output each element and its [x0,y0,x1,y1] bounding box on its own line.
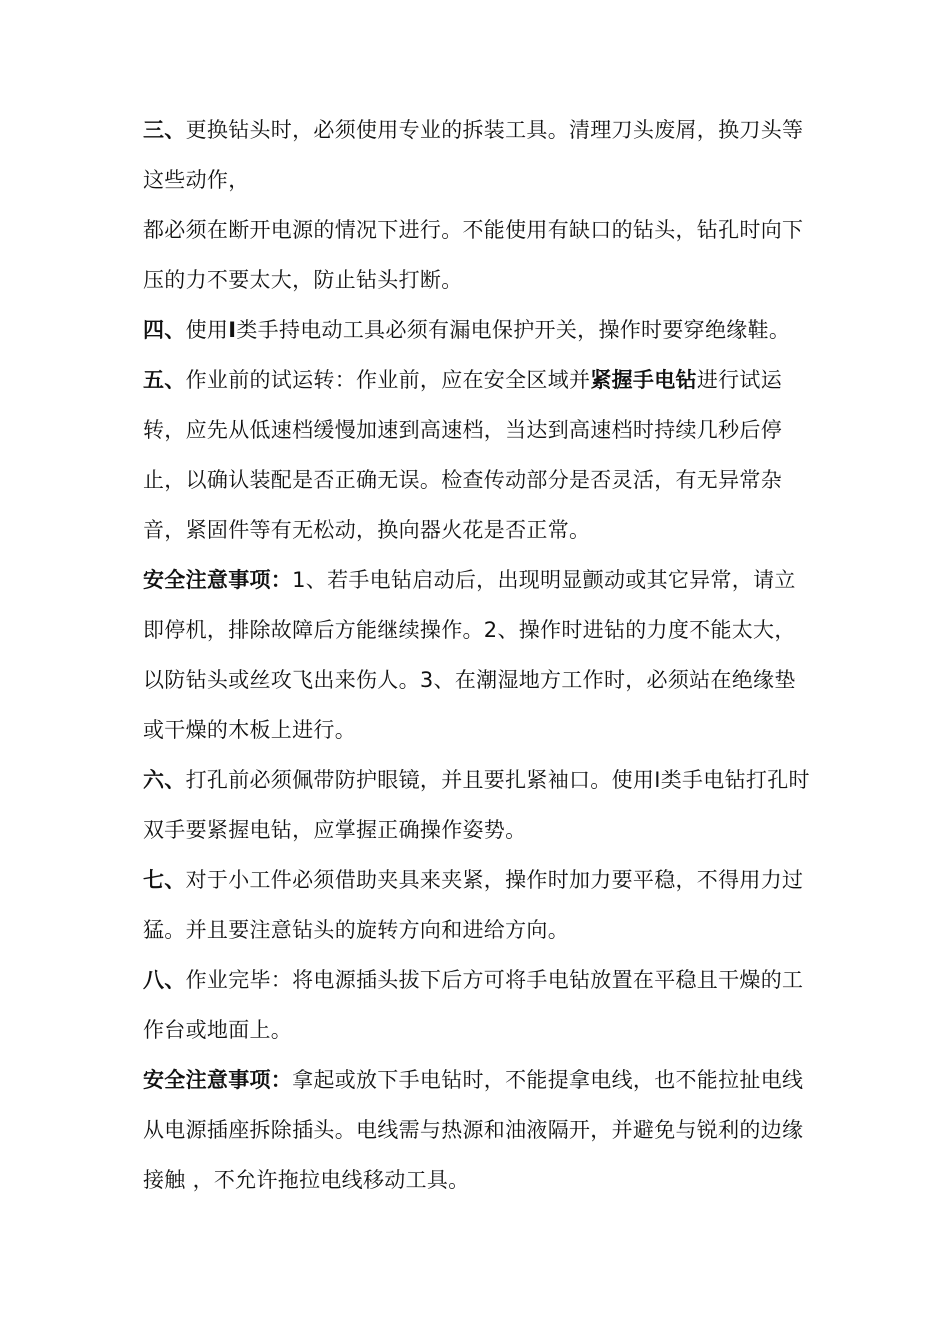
section-number: 四、 [143,318,186,342]
safety-notes-2 [143,1055,811,1205]
class-marker: I [228,318,237,342]
paragraph-8 [143,955,811,1055]
safety-heading: 安全注意事项： [143,1068,293,1092]
paragraph-4 [143,305,811,355]
paragraph-text: 打孔前必须佩带防护眼镜，并且要扎紧袖口。使用I类手电钻打孔时双手要紧握电钻，应掌握正确操作姿势。 [143,768,810,842]
paragraph-text: 更换钻头时，必须使用专业的拆装工具。清理刀头废屑，换刀头等这些动作， [143,118,804,192]
paragraph-text: 作业前的试运转：作业前，应在安全区域并 [185,368,591,392]
paragraph-text: 作业完毕：将电源插头拔下后方可将手电钻放置在平稳且干燥的工作台或地面上。 [143,968,804,1042]
paragraph-7 [143,855,811,955]
section-number: 五、 [143,368,186,392]
paragraph-5 [143,355,811,555]
section-number: 六、 [143,768,186,792]
paragraph-6 [143,755,811,855]
paragraph-text: 对于小工件必须借助夹具来夹紧，操作时加力要平稳，不得用力过猛。并且要注意钻头的旋转方向和进给方向。 [143,868,804,942]
paragraph-3 [143,105,811,205]
paragraph-3-continued [143,205,811,305]
paragraph-text: 进行试运转，应先从低速档缓慢加速到高速档，当达到高速档时持续几秒后停止，以确认装配是否正确无误。检查传动部分是否灵活，有无异常杂音，紧固件等有无松动，换向器火花是否正常。 [143,368,783,542]
paragraph-text: 类手持电动工具必须有漏电保护开关，操作时要穿绝缘鞋。 [236,318,791,342]
paragraph-text: 拿起或放下手电钻时，不能提拿电线，也不能拉扯电线从电源插座拆除插头。电线需与热源和油液隔开，并避免与锐利的边缘接触 ，不允许拖拉电线移动工具。 [143,1068,804,1192]
paragraph-text: 1、若手电钻启动后，出现明显颤动或其它异常，请立即停机，排除故障后方能继续操作。2、操作时进钻的力度不能太大，以防钻头或丝攻飞出来伤人。3、在潮湿地方工作时，必须站在绝缘垫或干燥的木板上进行。 [143,568,796,742]
safety-notes-1 [143,555,811,755]
paragraph-text: 都必须在断开电源的情况下进行。不能使用有缺口的钻头，钻孔时向下压的力不要太大，防止钻头打断。 [143,218,804,292]
safety-heading: 安全注意事项： [143,568,293,592]
section-number: 八、 [143,968,186,992]
section-number: 三、 [143,118,186,142]
document-body [143,105,811,1205]
paragraph-text: 使用 [185,318,229,342]
emphasis-text: 紧握手电钻 [590,368,697,392]
section-number: 七、 [143,868,186,892]
